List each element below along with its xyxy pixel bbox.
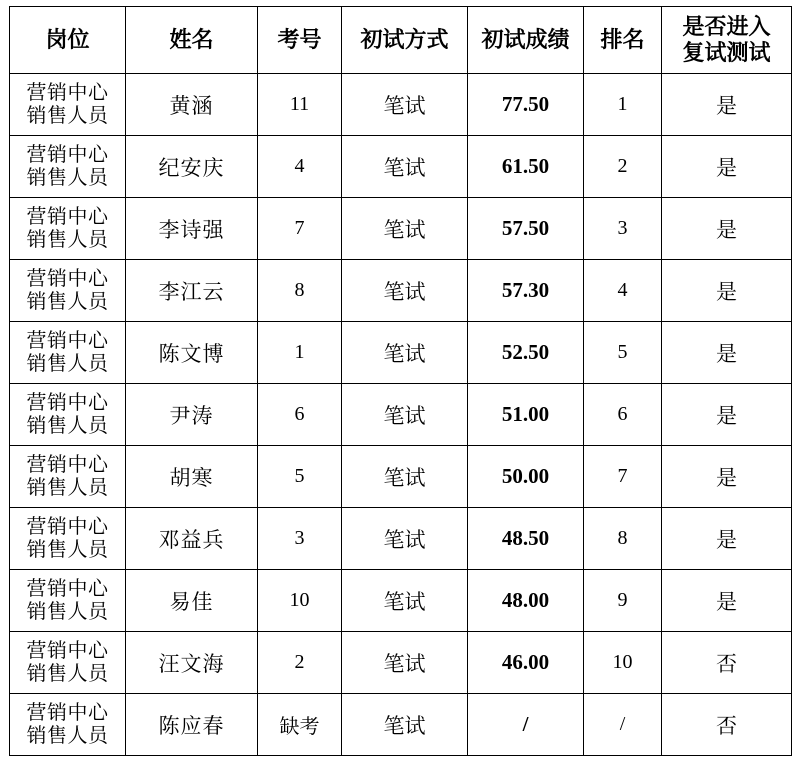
cell-mode: 笔试 [342,694,468,756]
cell-pass: 是 [662,322,792,384]
cell-mode: 笔试 [342,446,468,508]
cell-post [10,74,126,136]
cell-post [10,260,126,322]
post-line-1: 营销中心 [26,702,109,725]
cell-post [10,136,126,198]
post-line-1: 营销中心 [26,640,109,663]
column-header-score: 初试成绩 [468,7,584,74]
cell-rank: 8 [584,508,662,570]
post-line-1: 营销中心 [26,330,109,353]
cell-exam-no: 3 [258,508,342,570]
post-line-2: 销售人员 [26,104,109,127]
cell-exam-no: 8 [258,260,342,322]
table-row [10,632,792,694]
cell-post [10,198,126,260]
cell-rank: / [584,694,662,756]
cell-pass: 是 [662,446,792,508]
cell-post [10,632,126,694]
cell-exam-no: 1 [258,322,342,384]
cell-pass: 是 [662,508,792,570]
cell-name: 尹涛 [126,384,258,446]
exam-results-table [9,6,792,756]
cell-rank: 4 [584,260,662,322]
document-page [0,6,800,764]
cell-pass: 是 [662,198,792,260]
cell-exam-no: 缺考 [258,694,342,756]
table-row [10,136,792,198]
post-line-1: 营销中心 [26,516,109,539]
cell-mode: 笔试 [342,632,468,694]
table-row [10,446,792,508]
cell-exam-no: 11 [258,74,342,136]
table-body [10,74,792,756]
cell-rank: 7 [584,446,662,508]
cell-score: 50.00 [468,446,584,508]
post-line-2: 销售人员 [26,290,109,313]
cell-post [10,694,126,756]
column-header-pass-line1: 是否进入 [682,13,771,39]
column-header-rank: 排名 [584,7,662,74]
cell-post [10,570,126,632]
table-row [10,198,792,260]
cell-name: 陈应春 [126,694,258,756]
cell-mode: 笔试 [342,322,468,384]
cell-mode: 笔试 [342,136,468,198]
cell-name: 李江云 [126,260,258,322]
post-line-2: 销售人员 [26,476,109,499]
post-line-2: 销售人员 [26,166,109,189]
cell-post [10,508,126,570]
table-row [10,384,792,446]
cell-mode: 笔试 [342,260,468,322]
cell-name: 汪文海 [126,632,258,694]
cell-exam-no: 5 [258,446,342,508]
post-line-1: 营销中心 [26,268,109,291]
column-header-pass [662,7,792,74]
cell-exam-no: 2 [258,632,342,694]
cell-rank: 10 [584,632,662,694]
cell-rank: 6 [584,384,662,446]
table-row [10,260,792,322]
post-line-1: 营销中心 [26,454,109,477]
cell-score: 51.00 [468,384,584,446]
table-row [10,74,792,136]
cell-name: 陈文博 [126,322,258,384]
cell-pass: 是 [662,74,792,136]
cell-pass: 否 [662,632,792,694]
post-line-2: 销售人员 [26,228,109,251]
cell-name: 易佳 [126,570,258,632]
post-line-2: 销售人员 [26,414,109,437]
cell-name: 李诗强 [126,198,258,260]
post-line-1: 营销中心 [26,206,109,229]
post-line-2: 销售人员 [26,352,109,375]
cell-exam-no: 7 [258,198,342,260]
cell-rank: 5 [584,322,662,384]
cell-score: 48.50 [468,508,584,570]
cell-name: 胡寒 [126,446,258,508]
cell-score: 46.00 [468,632,584,694]
post-line-2: 销售人员 [26,662,109,685]
cell-name: 纪安庆 [126,136,258,198]
table-header [10,7,792,74]
cell-score: 48.00 [468,570,584,632]
cell-exam-no: 4 [258,136,342,198]
cell-rank: 9 [584,570,662,632]
cell-rank: 1 [584,74,662,136]
post-line-1: 营销中心 [26,578,109,601]
cell-score: / [468,694,584,756]
cell-mode: 笔试 [342,384,468,446]
cell-post [10,384,126,446]
column-header-exam-no: 考号 [258,7,342,74]
cell-exam-no: 10 [258,570,342,632]
column-header-post: 岗位 [10,7,126,74]
table-row [10,694,792,756]
cell-score: 77.50 [468,74,584,136]
cell-mode: 笔试 [342,508,468,570]
cell-pass: 是 [662,570,792,632]
post-line-1: 营销中心 [26,82,109,105]
table-row [10,322,792,384]
post-line-2: 销售人员 [26,538,109,561]
table-row [10,508,792,570]
cell-pass: 否 [662,694,792,756]
post-line-2: 销售人员 [26,600,109,623]
post-line-1: 营销中心 [26,392,109,415]
cell-score: 52.50 [468,322,584,384]
cell-mode: 笔试 [342,74,468,136]
cell-mode: 笔试 [342,198,468,260]
column-header-pass-line2: 复试测试 [682,40,771,65]
cell-rank: 3 [584,198,662,260]
post-line-2: 销售人员 [26,724,109,747]
column-header-name: 姓名 [126,7,258,74]
cell-pass: 是 [662,260,792,322]
table-header-row [10,7,792,74]
cell-mode: 笔试 [342,570,468,632]
cell-pass: 是 [662,384,792,446]
cell-score: 57.30 [468,260,584,322]
cell-score: 61.50 [468,136,584,198]
cell-rank: 2 [584,136,662,198]
post-line-1: 营销中心 [26,144,109,167]
column-header-mode: 初试方式 [342,7,468,74]
table-row [10,570,792,632]
cell-post [10,322,126,384]
cell-pass: 是 [662,136,792,198]
cell-name: 邓益兵 [126,508,258,570]
cell-name: 黄涵 [126,74,258,136]
cell-exam-no: 6 [258,384,342,446]
cell-post [10,446,126,508]
cell-score: 57.50 [468,198,584,260]
